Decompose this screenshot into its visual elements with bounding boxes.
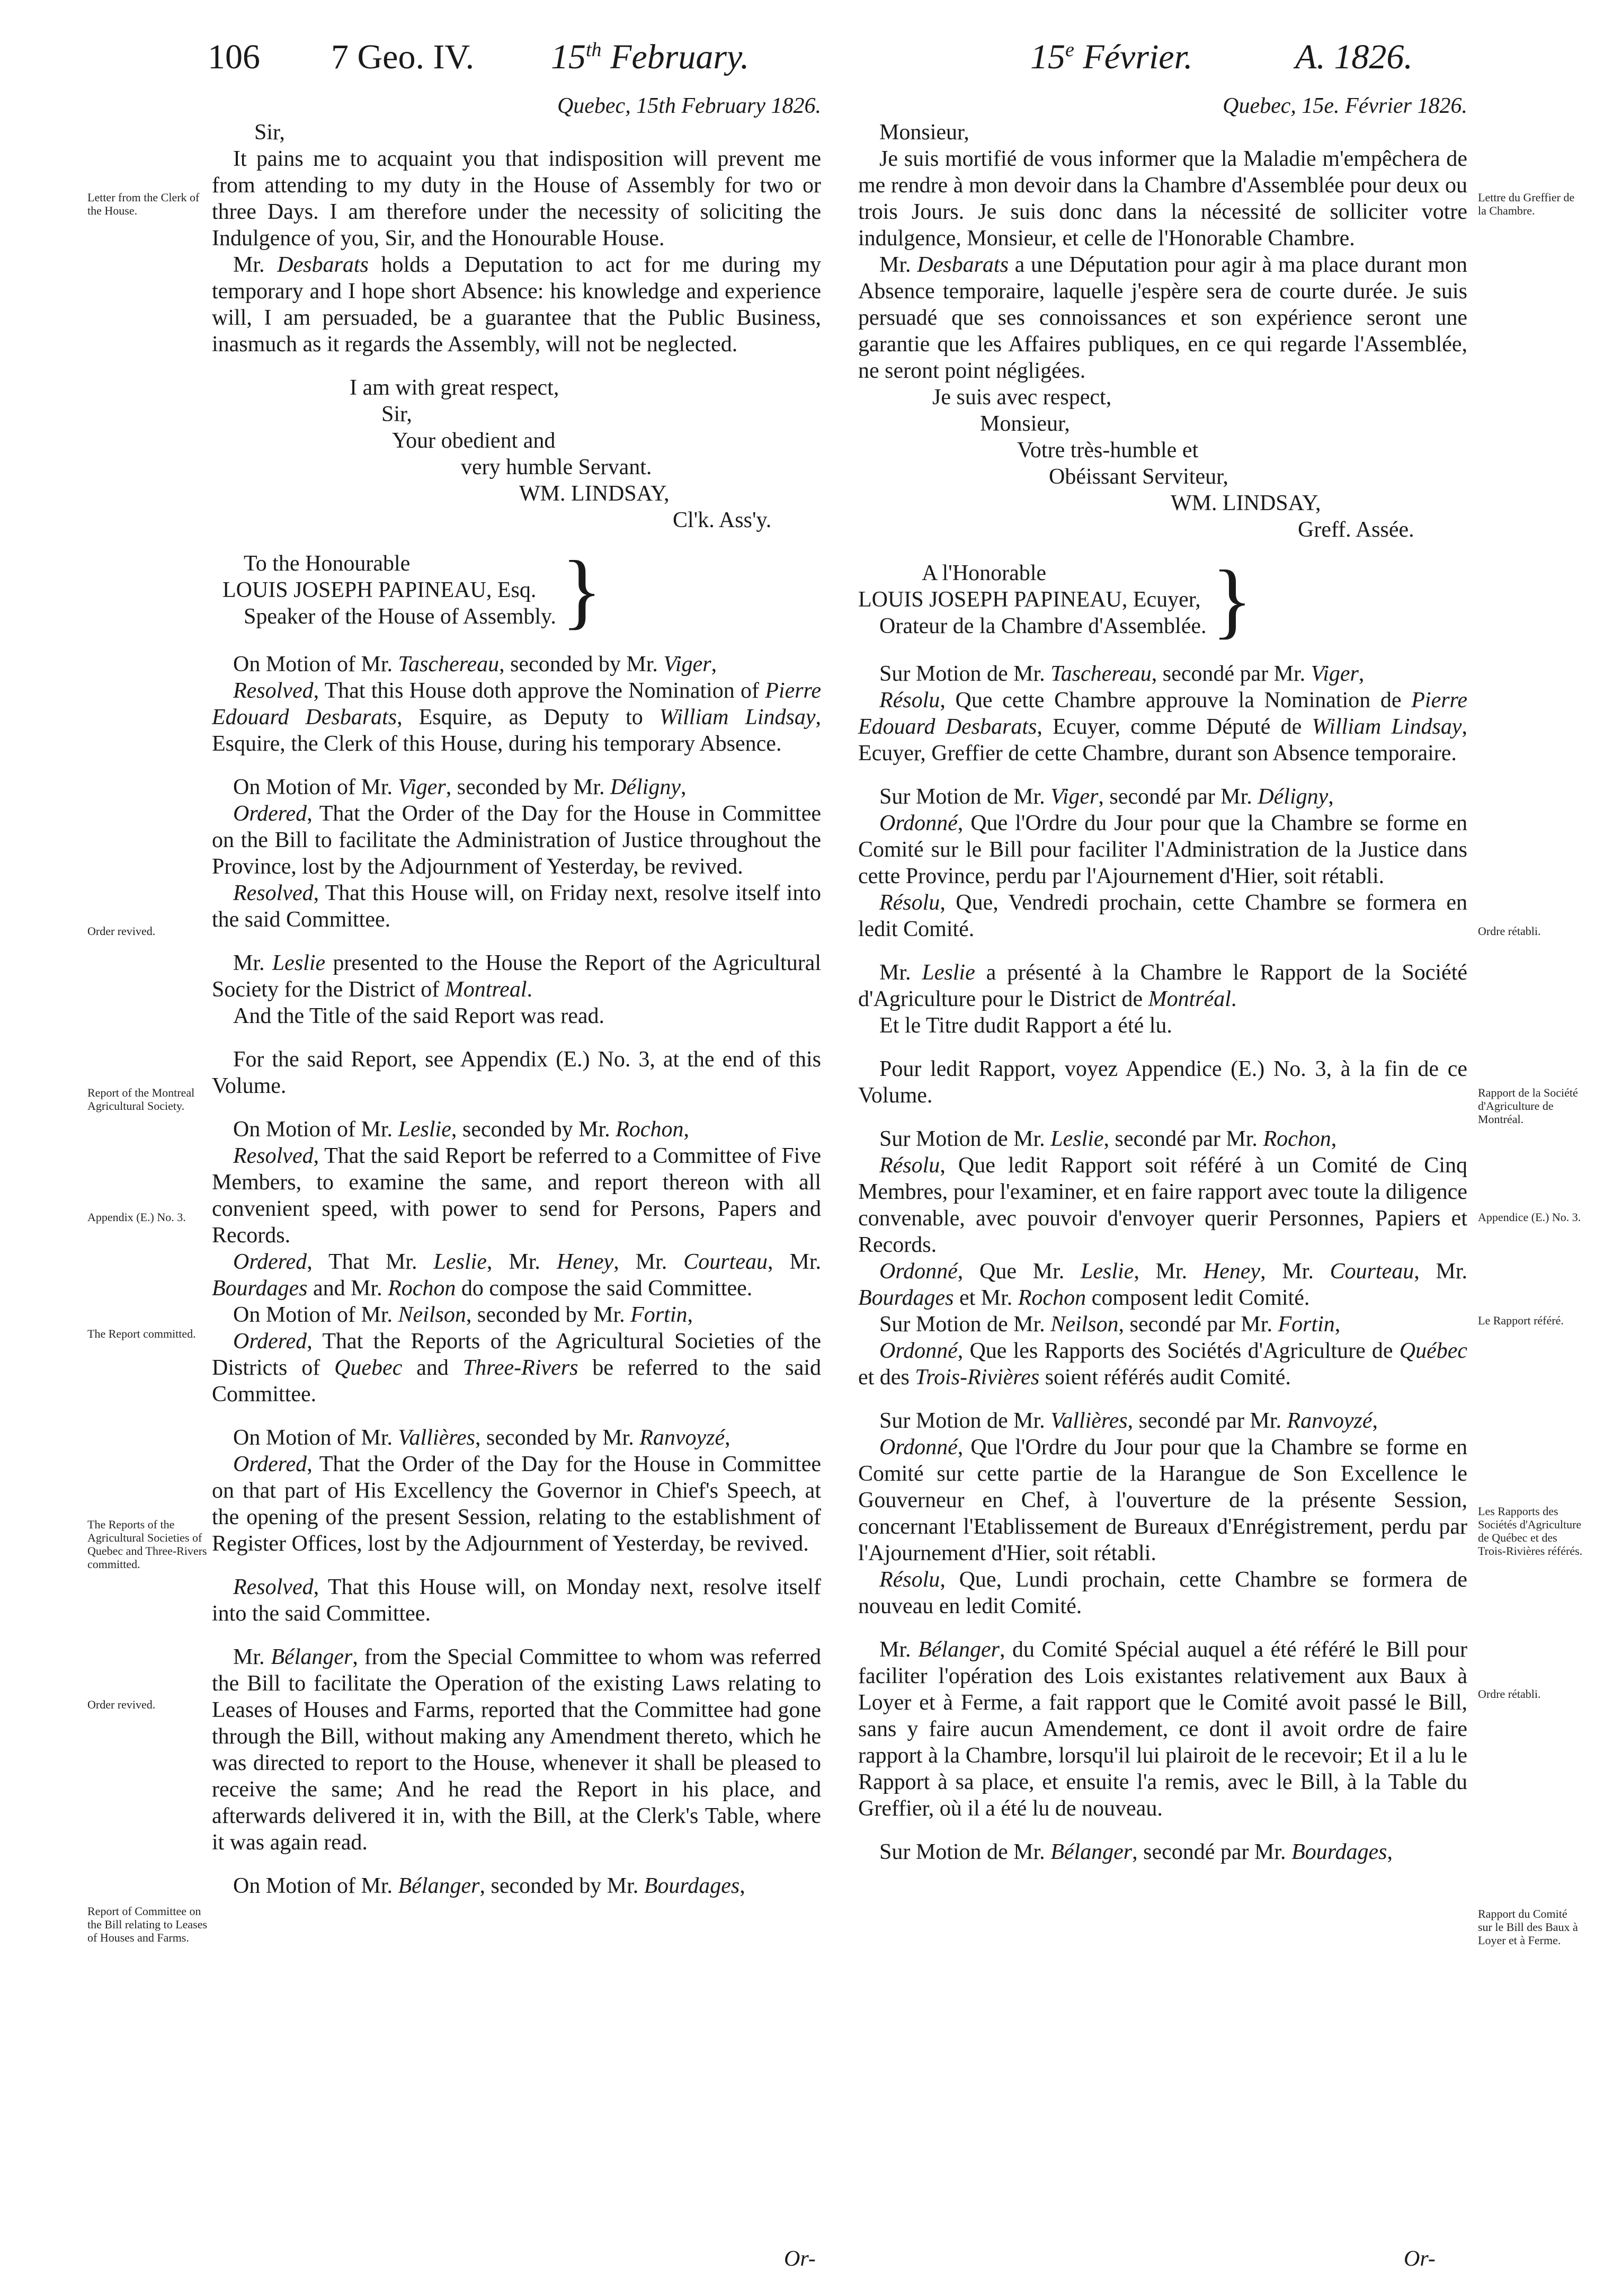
motion-paragraph: On Motion of Mr. Leslie, seconded by Mr. Rochon, xyxy=(233,1117,689,1142)
report-paragraph: Et le Titre dudit Rapport a été lu. xyxy=(879,1013,1172,1038)
motion-paragraph: Résolu, Que, Vendredi prochain, cette Chambre se formera en ledit Comité. xyxy=(858,891,1467,941)
report-paragraph: Mr. Leslie presented to the House the Report of the Agricultural Society for the District of Montreal. xyxy=(212,951,821,1002)
margin-note: Appendix (E.) No. 3. xyxy=(87,1211,186,1224)
motion-paragraph: Sur Motion de Mr. Taschereau, secondé par Mr. Viger, xyxy=(879,662,1365,686)
catchword: Or- xyxy=(1404,2247,1436,2271)
letter-closing: very humble Servant. xyxy=(461,455,652,479)
motion-paragraph: Sur Motion de Mr. Vallières, secondé par Mr. Ranvoyzé, xyxy=(879,1409,1378,1433)
letter-closing: Votre très-humble et xyxy=(1017,438,1199,462)
margin-note: Ordre rétabli. xyxy=(1478,1687,1541,1701)
motion-paragraph: Ordonné, Que les Rapports des Sociétés d'Agriculture de Québec et des Trois-Rivières soient référés audit Comité. xyxy=(858,1339,1467,1390)
appendix-note: For the said Report, see Appendix (E.) No. 3, at the end of this Volume. xyxy=(212,1047,821,1098)
motion-paragraph: Ordonné, Que Mr. Leslie, Mr. Heney, Mr. Courteau, Mr. Bourdages et Mr. Rochon composent ledit Comité. xyxy=(858,1259,1468,1310)
brace-icon: } xyxy=(1211,553,1253,647)
report-paragraph: And the Title of the said Report was read. xyxy=(233,1004,605,1028)
margin-note: Appendice (E.) No. 3. xyxy=(1478,1211,1581,1224)
regnal-year: 7 Geo. IV. xyxy=(331,38,475,76)
header-date-fr: 15e Février. xyxy=(1030,38,1193,76)
header-date-en: 15th February. xyxy=(551,38,750,76)
letter-closing: Monsieur, xyxy=(980,412,1070,436)
motion-paragraph: Sur Motion de Mr. Bélanger, secondé par Mr. Bourdages, xyxy=(879,1840,1393,1864)
report-paragraph: Mr. Bélanger, du Comité Spécial auquel a été référé le Bill pour faciliter l'opération des Lois existantes relativement aux Baux à Loyer et à Ferme, a fait rapport que le Comité avoit passé le Bill, sans y faire aucun Amendement, ce dont il avoit ordre de faire rapport à la Chambre, lorsqu'il lui plairoit de le recevoir; Et il a lu le Rapport à sa place, et ensuite l'a remis, avec le Bill, à la Table du Greffier, où il a été lu de nouveau. xyxy=(858,1638,1468,1821)
motion-paragraph: On Motion of Mr. Vallières, seconded by Mr. Ranvoyzé, xyxy=(233,1426,730,1450)
letter-address: To the Honourable LOUIS JOSEPH PAPINEAU, Esq. Speaker of the House of Assembly. } xyxy=(222,543,602,637)
margin-note: Report of Committee on the Bill relating to Leases of Houses and Farms. xyxy=(87,1905,208,1944)
motion-paragraph: Ordered, That the Order of the Day for the House in Committee on the Bill to facilitate the Administration of Justice throughout the Province, lost by the Adjournment of Yesterday, be revived. xyxy=(212,802,821,879)
motion-paragraph: On Motion of Mr. Neilson, seconded by Mr. Fortin, xyxy=(233,1303,693,1327)
motion-paragraph: On Motion of Mr. Viger, seconded by Mr. Déligny, xyxy=(233,775,687,799)
motion-paragraph: On Motion of Mr. Taschereau, seconded by Mr. Viger, xyxy=(233,652,717,677)
report-paragraph: Mr. Leslie a présenté à la Chambre le Rapport de la Société d'Agriculture pour le District de Montréal. xyxy=(858,960,1468,1011)
motion-paragraph: Sur Motion de Mr. Viger, secondé par Mr. Déligny, xyxy=(879,785,1334,809)
letter-paragraph: Mr. Desbarats holds a Deputation to act for me during my temporary and I hope short Absence: his knowledge and experience will, I am persuaded, be a guarantee that the Public Business, inasmuch as it regards the Assembly, will not be neglected. xyxy=(212,253,822,357)
letter-paragraph: It pains me to acquaint you that indisposition will prevent me from attending to my duty in the House of Assembly for two or three Days. I am therefore under the necessity of soliciting the Indulgence of you, Sir, and the Honourable House. xyxy=(212,147,821,251)
page-number: 106 xyxy=(208,38,260,76)
motion-paragraph: Ordered, That Mr. Leslie, Mr. Heney, Mr. Courteau, Mr. Bourdages and Mr. Rochon do compose the said Committee. xyxy=(212,1250,822,1301)
motion-paragraph: Resolved, That this House doth approve the Nomination of Pierre Edouard Desbarats, Esquire, as Deputy to William Lindsay, Esquire, the Clerk of this House, during his temporary Absence. xyxy=(212,679,821,756)
signature: WM. LINDSAY, xyxy=(1171,491,1321,515)
salutation: Monsieur, xyxy=(879,120,969,145)
margin-note: Rapport du Comité sur le Bill des Baux à Loyer et à Ferme. xyxy=(1478,1907,1578,1947)
motion-paragraph: Ordonné, Que l'Ordre du Jour pour que la Chambre se forme en Comité sur cette partie de la Harangue de Son Excellence le Gouverneur en Chef, à l'ouverture de la présente Session, concernant l'Etablissement de Bureaux d'Enrégistrement, perdu par l'Ajournement d'Hier, soit rétabli. xyxy=(858,1435,1467,1565)
margin-note: Lettre du Greffier de la Chambre. xyxy=(1478,191,1575,217)
signature-title: Cl'k. Ass'y. xyxy=(673,508,772,532)
signature: WM. LINDSAY, xyxy=(519,482,670,506)
catchword: Or- xyxy=(784,2247,816,2271)
motion-paragraph: Resolved, That this House will, on Friday next, resolve itself into the said Committee. xyxy=(212,881,821,932)
letter-closing: Obéissant Serviteur, xyxy=(1049,465,1228,489)
letter-paragraph: Je suis mortifié de vous informer que la Maladie m'empêchera de me rendre à mon devoir dans la Chambre d'Assemblée pour deux ou trois Jours. Je suis donc dans la nécessité de solliciter votre indulgence, Monsieur, et celle de l'Honorable Chambre. xyxy=(858,147,1467,251)
dateline: Quebec, 15th February 1826. xyxy=(557,94,821,118)
letter-address: A l'Honorable LOUIS JOSEPH PAPINEAU, Ecuyer, Orateur de la Chambre d'Assemblée. } xyxy=(858,553,1253,647)
english-column xyxy=(212,93,821,1899)
margin-note: Report of the Montreal Agricultural Society. xyxy=(87,1086,195,1113)
letter-paragraph: Mr. Desbarats a une Députation pour agir à ma place durant mon Absence temporaire, laquelle j'espère sera de courte durée. Je suis persuadé que ses connoissances et son expérience seront une garantie que les Affaires publiques, en ce qui regarde l'Assemblée, ne seront point négligées. xyxy=(858,253,1467,383)
appendix-note: Pour ledit Rapport, voyez Appendice (E.) No. 3, à la fin de ce Volume. xyxy=(858,1057,1467,1108)
french-column xyxy=(858,93,1467,1865)
signature-title: Greff. Assée. xyxy=(1298,518,1414,542)
motion-paragraph: On Motion of Mr. Bélanger, seconded by Mr. Bourdages, xyxy=(233,1874,745,1898)
margin-note: The Reports of the Agricultural Societies of Quebec and Three-Rivers committed. xyxy=(87,1518,207,1571)
margin-note: Order revived. xyxy=(87,1698,156,1711)
margin-note: Order revived. xyxy=(87,924,156,938)
motion-paragraph: Résolu, Que cette Chambre approuve la Nomination de Pierre Edouard Desbarats, Ecuyer, comme Député de William Lindsay, Ecuyer, Greffier de cette Chambre, durant son Absence temporaire. xyxy=(858,688,1467,766)
margin-note: Les Rapports des Sociétés d'Agriculture de Québec et des Trois-Rivières référés. xyxy=(1478,1505,1583,1558)
report-paragraph: Mr. Bélanger, from the Special Committee to whom was referred the Bill to facilitate the Operation of the existing Laws relating to Leases of Houses and Farms, reported that the Committee had gone through the Bill, without making any Amendment thereto, which he was directed to report to the House, whenever it shall be pleased to receive the same; And he read the Report in his place, and afterwards delivered it in, with the Bill, at the Clerk's Table, where it was again read. xyxy=(212,1645,822,1855)
motion-paragraph: Ordered, That the Reports of the Agricultural Societies of the Districts of Quebec and Three-Rivers be referred to the said Committee. xyxy=(212,1329,821,1407)
margin-note: Le Rapport référé. xyxy=(1478,1314,1564,1327)
letter-closing: Your obedient and xyxy=(392,429,556,453)
margin-note: Ordre rétabli. xyxy=(1478,924,1541,938)
motion-paragraph: Sur Motion de Mr. Neilson, secondé par Mr. Fortin, xyxy=(879,1312,1341,1337)
margin-note: Rapport de la Société d'Agriculture de Montréal. xyxy=(1478,1086,1578,1126)
motion-paragraph: Ordonné, Que l'Ordre du Jour pour que la Chambre se forme en Comité sur le Bill pour faciliter l'Administration de la Justice dans cette Province, perdu par l'Ajournement d'Hier, soit rétabli. xyxy=(858,811,1467,888)
motion-paragraph: Ordered, That the Order of the Day for the House in Committee on that part of His Excellency the Governor in Chief's Speech, at the opening of the present Session, relating to the establishment of Register Offices, lost by the Adjournment of Yesterday, be revived. xyxy=(212,1452,821,1556)
margin-note: The Report committed. xyxy=(87,1327,196,1340)
dateline: Quebec, 15e. Février 1826. xyxy=(1223,94,1467,118)
margin-note: Letter from the Clerk of the House. xyxy=(87,191,200,217)
letter-closing: Je suis avec respect, xyxy=(932,385,1112,410)
motion-paragraph: Resolved, That this House will, on Monday next, resolve itself into the said Committee. xyxy=(212,1575,821,1626)
salutation: Sir, xyxy=(254,120,285,145)
brace-icon: } xyxy=(561,543,602,637)
header-year: A. 1826. xyxy=(1295,38,1413,76)
motion-paragraph: Résolu, Que, Lundi prochain, cette Chambre se formera de nouveau en ledit Comité. xyxy=(858,1568,1467,1618)
motion-paragraph: Résolu, Que ledit Rapport soit référé à un Comité de Cinq Membres, pour l'examiner, et en faire rapport avec toute la diligence convenable, avec pouvoir d'envoyer querir Personnes, Papiers et Records. xyxy=(858,1153,1467,1257)
letter-closing: Sir, xyxy=(381,402,412,426)
letter-closing: I am with great respect, xyxy=(350,376,559,400)
motion-paragraph: Resolved, That the said Report be referred to a Committee of Five Members, to examine the same, and report thereon with all convenient speed, with power to send for Persons, Papers and Records. xyxy=(212,1144,821,1248)
motion-paragraph: Sur Motion de Mr. Leslie, secondé par Mr. Rochon, xyxy=(879,1127,1337,1151)
